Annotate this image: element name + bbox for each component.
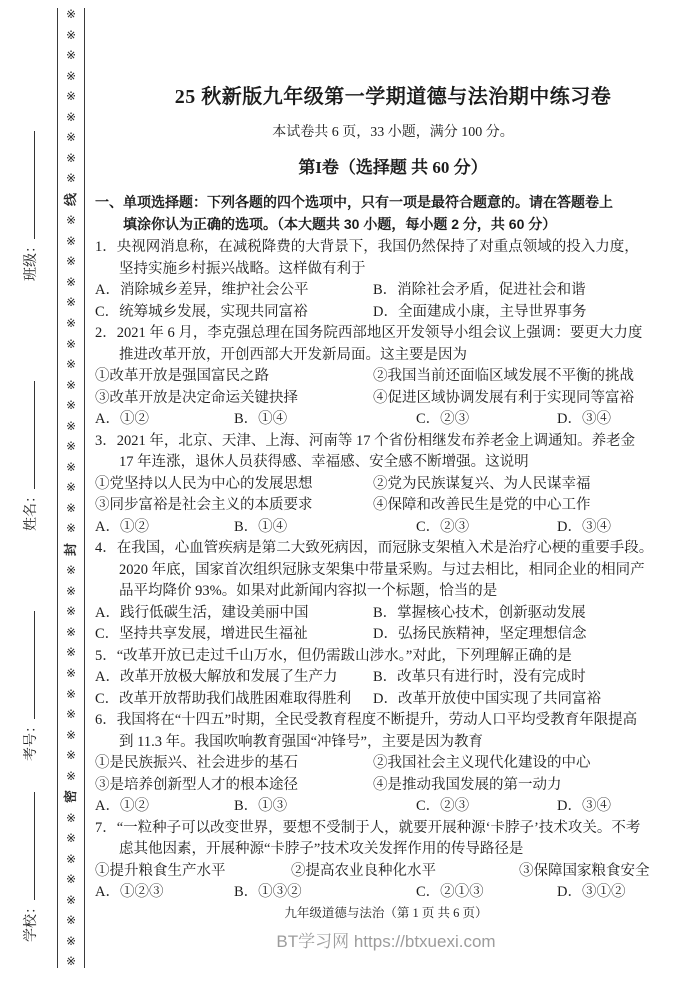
reference-mark-icon: ※ <box>65 213 77 228</box>
question-2 <box>95 323 691 431</box>
option-cell: C．统筹城乡发展，实现共同富裕 <box>95 303 308 320</box>
question-stem-line: 推进改革开放，开创西部大开发新局面。这主要是因为 <box>119 346 467 363</box>
option-row <box>95 474 691 496</box>
reference-mark-icon: ※ <box>65 583 77 598</box>
option-cell: A．①② <box>95 411 149 427</box>
option-cell: C．②①③ <box>416 884 484 900</box>
reference-mark-icon: ※ <box>65 315 77 330</box>
option-cell: B．①③ <box>234 798 288 814</box>
option-row <box>95 603 691 625</box>
option-cell: C．②③ <box>416 411 470 427</box>
option-cell: ④是推动我国发展的第一动力 <box>373 776 562 793</box>
reference-mark-icon: ※ <box>65 913 77 928</box>
reference-mark-icon: ※ <box>65 68 77 83</box>
option-cell: ①是民族振兴、社会进步的基石 <box>95 755 298 771</box>
option-row <box>95 517 691 539</box>
option-row <box>95 624 691 646</box>
reference-mark-icon: ※ <box>65 954 77 969</box>
section-title: 第I卷（选择题 共 60 分） <box>298 158 488 177</box>
option-cell: ④促进区域协调发展有利于实现同等富裕 <box>373 389 634 406</box>
fill-in-line[interactable] <box>21 131 35 239</box>
name-field[interactable] <box>20 319 40 531</box>
side-label-text: 班级： <box>24 239 39 281</box>
option-cell: ①改革开放是强国富民之路 <box>95 368 269 384</box>
option-cell: ②党为民族谋复兴、为人民谋幸福 <box>373 475 591 492</box>
instructions-line-1: 一、单项选择题：下列各题的四个选项中，只有一项是最符合题意的。请在答题卷上 <box>95 194 613 210</box>
question-stem-line: 6．我国将在“十四五”时期，全民受教育程度不断提升，劳动人口平均受教育年限提高 <box>95 712 638 728</box>
reference-mark-icon: ※ <box>65 171 77 186</box>
reference-mark-icon: ※ <box>65 851 77 866</box>
option-row <box>95 775 691 797</box>
option-row <box>95 667 691 689</box>
option-cell: B．掌握核心技术，创新驱动发展 <box>373 604 586 621</box>
reference-mark-icon: ※ <box>65 521 77 536</box>
reference-mark-icon: ※ <box>65 89 77 104</box>
reference-mark-icon: ※ <box>65 48 77 63</box>
question-stem-line: 2．2021 年 6 月，李克强总理在国务院西部地区开发领导小组会议上强调：要更大力度 <box>95 325 643 341</box>
option-cell: ④保障和改善民生是党的中心工作 <box>373 497 591 513</box>
option-cell: C．②③ <box>416 798 470 814</box>
option-row <box>95 753 691 775</box>
reference-mark-icon: ※ <box>65 933 77 948</box>
option-cell: ①党坚持以人民为中心的发展思想 <box>95 475 313 492</box>
question-stem-line: 5．“改革开放已走过千山万水，但仍需跋山涉水。”对此，下列理解正确的是 <box>95 647 572 664</box>
option-cell: ③是培养创新型人才的根本途径 <box>95 776 298 793</box>
reference-mark-icon: ※ <box>65 377 77 392</box>
option-cell: A．①②③ <box>95 884 164 900</box>
reference-mark-icon: ※ <box>65 624 77 639</box>
question-stem-line: 4．在我国，心血管疾病是第二大致死病因，而冠脉支架植入术是治疗心梗的重要手段。 <box>95 540 654 556</box>
option-cell: B．①④ <box>234 518 288 535</box>
seal-character: 密 <box>63 790 79 804</box>
reference-mark-icon: ※ <box>65 27 77 42</box>
reference-mark-icon: ※ <box>65 398 77 413</box>
fill-in-line[interactable] <box>21 611 35 719</box>
reference-mark-icon: ※ <box>65 768 77 783</box>
reference-mark-icon: ※ <box>65 645 77 660</box>
option-row <box>95 280 691 302</box>
option-cell: ②我国社会主义现代化建设的中心 <box>373 755 591 771</box>
questions <box>95 237 691 904</box>
option-cell: D．③④ <box>557 411 611 427</box>
reference-mark-icon: ※ <box>65 604 77 619</box>
reference-mark-icon: ※ <box>65 480 77 495</box>
paper-summary: 本试卷共 6 页，33 小题，满分 100 分。 <box>272 125 514 140</box>
reference-mark-icon: ※ <box>65 810 77 825</box>
option-cell: B．①③② <box>234 884 302 900</box>
option-cell: A．改革开放极大解放和发展了生产力 <box>95 669 338 685</box>
option-cell: D．③④ <box>557 798 611 814</box>
reference-mark-icon: ※ <box>65 295 77 310</box>
reference-mark-icon: ※ <box>65 336 77 351</box>
option-row <box>95 302 691 324</box>
option-row <box>95 388 691 410</box>
option-cell: ②提高农业良种化水平 <box>291 862 436 879</box>
option-row <box>95 689 691 711</box>
question-stem-line: 虑其他因素，开展种源“卡脖子”技术攻关发挥作用的传导路径是 <box>119 841 524 857</box>
reference-mark-icon: ※ <box>65 418 77 433</box>
reference-mark-icon: ※ <box>65 109 77 124</box>
reference-mark-icon: ※ <box>65 831 77 846</box>
option-cell: ①提升粮食生产水平 <box>95 862 226 879</box>
question-5 <box>95 646 691 711</box>
question-7 <box>95 818 691 904</box>
option-cell: B．消除社会矛盾，促进社会和谐 <box>373 282 586 298</box>
reference-mark-icon: ※ <box>65 872 77 887</box>
question-stem-line: 2020 年底，国家首次组织冠脉支架集中带量采购。与过去相比，相同企业的相同产 <box>119 561 645 578</box>
reference-mark-icon: ※ <box>65 459 77 474</box>
option-row <box>95 882 691 904</box>
option-cell: B．改革只有进行时，没有完成时 <box>373 669 586 685</box>
reference-mark-icon: ※ <box>65 274 77 289</box>
fill-in-line[interactable] <box>21 381 35 489</box>
question-6 <box>95 710 691 818</box>
question-stem-line: 坚持实施乡村振兴战略。这样做有利于 <box>119 260 366 277</box>
reference-mark-icon: ※ <box>65 7 77 21</box>
question-stem-line: 到 11.3 年。我国吹响教育强国“冲锋号”，主要是因为教育 <box>119 733 483 750</box>
reference-mark-icon: ※ <box>65 439 77 454</box>
seal-character: 封 <box>63 542 79 556</box>
reference-mark-icon: ※ <box>65 233 77 248</box>
option-cell: A．①② <box>95 798 149 814</box>
page-footer <box>95 903 677 952</box>
question-1 <box>95 237 691 323</box>
side-label-text: 考号： <box>24 719 39 761</box>
seal-line-column <box>57 8 85 968</box>
section-instructions <box>95 192 691 235</box>
question-stem-line: 17 年连涨，退休人员获得感、幸福感、安全感不断增强。这说明 <box>119 454 529 470</box>
option-row <box>95 796 691 818</box>
option-row <box>95 409 691 431</box>
question-stem-line: 3．2021 年，北京、天津、上海、河南等 17 个省份相继发布养老金上调通知。养老金 <box>95 432 636 449</box>
instructions-line-2: 填涂你认为正确的选项。（本大题共 30 小题，每小题 2 分，共 60 分） <box>123 215 557 232</box>
reference-mark-icon: ※ <box>65 500 77 515</box>
option-cell: D．弘扬民族精神，坚定理想信念 <box>373 626 587 642</box>
option-cell: A．消除城乡差异，维护社会公平 <box>95 282 309 298</box>
question-stem-line: 1．央视网消息称，在减税降费的大背景下，我国仍然保持了对重点领域的投入力度， <box>95 239 639 255</box>
option-row <box>95 861 691 883</box>
option-cell: C．②③ <box>416 518 470 535</box>
side-label-text: 姓名： <box>24 489 39 531</box>
reference-mark-icon: ※ <box>65 357 77 372</box>
question-4 <box>95 538 691 646</box>
option-cell: D．③①② <box>557 884 626 900</box>
option-cell: ③保障国家粮食安全 <box>519 862 650 879</box>
reference-mark-icon: ※ <box>65 727 77 742</box>
option-cell: D．全面建成小康，主导世界事务 <box>373 303 587 320</box>
option-cell: D．改革开放使中国实现了共同富裕 <box>373 690 601 707</box>
option-row <box>95 495 691 517</box>
class-field[interactable] <box>20 69 40 281</box>
side-label-text: 学校： <box>24 900 39 942</box>
question-3 <box>95 431 691 539</box>
watermark-link[interactable]: BT学习网 https://btxuexi.com <box>276 932 496 951</box>
school-field[interactable] <box>20 730 40 942</box>
fill-in-line[interactable] <box>21 792 35 900</box>
reference-mark-icon: ※ <box>65 563 77 578</box>
exam-content <box>95 0 691 904</box>
reference-mark-icon: ※ <box>65 666 77 680</box>
reference-mark-icon: ※ <box>65 150 77 165</box>
page-title: 25 秋新版九年级第一学期道德与法治期中练习卷 <box>174 86 612 108</box>
option-cell: C．改革开放帮助我们战胜困难取得胜利 <box>95 690 352 707</box>
question-stem-line: 7．“一粒种子可以改变世界，要想不受制于人，就要开展种源‘卡脖子’技术攻关。不考 <box>95 819 641 836</box>
option-cell: A．践行低碳生活，建设美丽中国 <box>95 604 309 621</box>
page-number: 九年级道德与法治（第 1 页 共 6 页） <box>284 906 488 920</box>
seal-character: 线 <box>63 192 79 206</box>
option-cell: A．①② <box>95 518 149 535</box>
option-cell: ③改革开放是决定命运关键抉择 <box>95 389 298 406</box>
reference-mark-icon: ※ <box>65 130 77 145</box>
reference-mark-icon: ※ <box>65 892 77 907</box>
option-cell: C．坚持共享发展，增进民生福祉 <box>95 626 308 642</box>
option-cell: D．③④ <box>557 518 611 535</box>
reference-mark-icon: ※ <box>65 748 77 763</box>
option-row <box>95 366 691 388</box>
reference-mark-icon: ※ <box>65 686 77 701</box>
option-cell: B．①④ <box>234 411 288 427</box>
option-cell: ②我国当前还面临区域发展不平衡的挑战 <box>373 368 634 384</box>
reference-mark-icon: ※ <box>65 707 77 722</box>
question-stem-line: 品平均降价 93%。如果对此新闻内容拟一个标题，恰当的是 <box>119 583 498 599</box>
reference-mark-icon: ※ <box>65 254 77 269</box>
option-cell: ③同步富裕是社会主义的本质要求 <box>95 497 313 513</box>
